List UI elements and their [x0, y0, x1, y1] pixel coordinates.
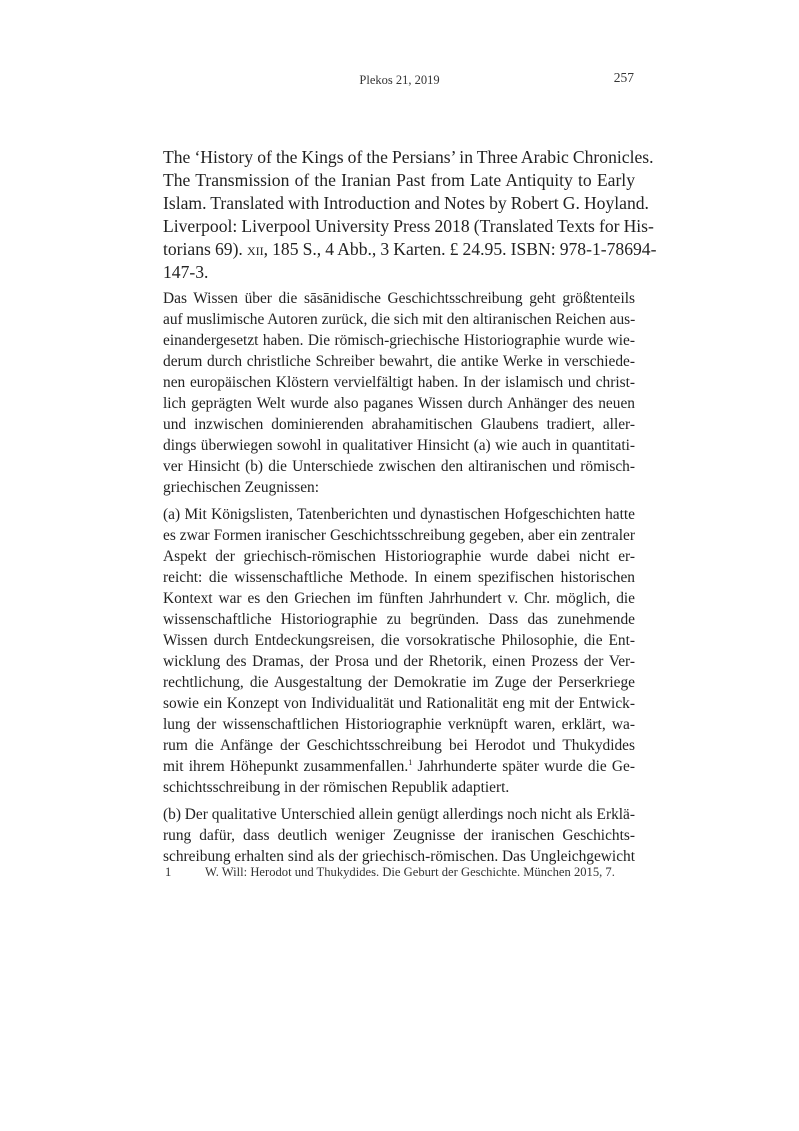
- body-line: es zwar Formen iranischer Geschichtsschreibung gegeben, aber ein zentraler: [163, 527, 635, 544]
- heading-line: The Transmission of the Iranian Past from Late Antiquity to Early: [163, 170, 635, 190]
- body-text: Jahrhunderte später wurde die Ge-: [412, 758, 635, 775]
- body-line: (b) Der qualitative Unterschied allein genügt allerdings noch nicht als Erklä-: [163, 806, 635, 823]
- body-line: reicht: die wissenschaftliche Methode. In einem spezifischen historischen: [163, 569, 635, 586]
- body-line: Kontext war es den Griechen im fünften Jahrhundert v. Chr. möglich, die: [163, 590, 635, 607]
- body-line: [163, 756, 635, 777]
- body-line: rum die Anfänge der Geschichtsschreibung bei Herodot und Thukydides: [163, 737, 635, 754]
- body-line: dings überwiegen sowohl in qualitativer Hinsicht (a) wie auch in quantitati-: [163, 437, 635, 454]
- review-heading: [163, 146, 657, 284]
- journal-title: Plekos 21, 2019: [359, 73, 440, 87]
- body-line: nen europäischen Klöstern vervielfältigt haben. In der islamisch und christ-: [163, 374, 635, 391]
- paragraph-a: [163, 504, 635, 798]
- page-number: 257: [613, 70, 634, 85]
- heading-line: [163, 238, 657, 261]
- body-line: einandergesetzt haben. Die römisch-griechische Historiographie wurde wie-: [163, 332, 635, 349]
- body-line: griechischen Zeugnissen:: [163, 479, 319, 496]
- body-line: schichtsschreibung in der römischen Republik adaptiert.: [163, 779, 510, 796]
- footnotes: [163, 864, 643, 880]
- running-head: [0, 70, 799, 89]
- footnote-text: W. Will: Herodot und Thukydides. Die Geburt der Geschichte. München 2015, 7.: [205, 865, 615, 879]
- heading-line: 147-3.: [163, 262, 209, 282]
- body-line: wicklung des Dramas, der Prosa und der Rhetorik, einen Prozess der Ver-: [163, 653, 635, 670]
- footnote: [163, 864, 643, 880]
- body-line: schreibung erhalten sind als der griechisch-römischen. Das Ungleichgewicht: [163, 848, 635, 865]
- paragraph-intro: [163, 288, 635, 498]
- review-body: [163, 288, 635, 873]
- footnote-reference[interactable]: 1: [408, 757, 413, 767]
- paragraph-b: [163, 804, 635, 867]
- body-line: und inzwischen dominierenden abrahamitischen Glaubens tradiert, aller-: [163, 416, 635, 433]
- heading-line: Islam. Translated with Introduction and Notes by Robert G. Hoyland.: [163, 193, 649, 213]
- body-line: Wissen durch Entdeckungsreisen, die vorsokratische Philosophie, die Ent-: [163, 632, 635, 649]
- body-line: lich geprägten Welt wurde also paganes Wissen durch Anhänger des neuen: [163, 395, 635, 412]
- body-line: rung dafür, dass deutlich weniger Zeugnisse der iranischen Geschichts-: [163, 827, 635, 844]
- body-line: (a) Mit Königslisten, Tatenberichten und dynastischen Hofgeschichten hatte: [163, 506, 635, 523]
- body-line: Aspekt der griechisch-römischen Historiographie wurde dabei nicht er-: [163, 548, 635, 565]
- heading-text: torians 69).: [163, 239, 247, 259]
- body-line: auf muslimische Autoren zurück, die sich mit den altiranischen Reichen aus-: [163, 311, 636, 328]
- heading-line: The ‘History of the Kings of the Persians’ in Three Arabic Chronicles.: [163, 147, 654, 167]
- body-line: derum durch christliche Schreiber bewahrt, die antike Werke in verschiede-: [163, 353, 635, 370]
- body-line: ver Hinsicht (b) die Unterschiede zwischen den altiranischen und römisch-: [163, 458, 635, 475]
- heading-text: , 185 S., 4 Abb., 3 Karten. £ 24.95. ISBN: 978-1-78694-: [263, 239, 657, 259]
- body-line: sowie ein Konzept von Individualität und Rationalität eng mit der Entwick-: [163, 695, 635, 712]
- body-line: rechtlichung, die Ausgestaltung der Demokratie im Zuge der Perserkriege: [163, 674, 635, 691]
- bibliographic-entry: [163, 146, 657, 284]
- roman-numeral-pages: xii: [246, 239, 264, 259]
- body-text: mit ihrem Höhepunkt zusammenfallen.: [163, 758, 409, 775]
- footnote-number: 1: [165, 865, 172, 879]
- body-line: lung der wissenschaftlichen Historiographie verknüpft waren, erklärt, wa-: [163, 716, 635, 733]
- body-line: wissenschaftliche Historiographie zu begründen. Dass das zunehmende: [163, 611, 635, 628]
- heading-line: Liverpool: Liverpool University Press 2018 (Translated Texts for His-: [163, 216, 654, 236]
- body-line: Das Wissen über die sāsānidische Geschichtsschreibung geht größtenteils: [163, 290, 635, 307]
